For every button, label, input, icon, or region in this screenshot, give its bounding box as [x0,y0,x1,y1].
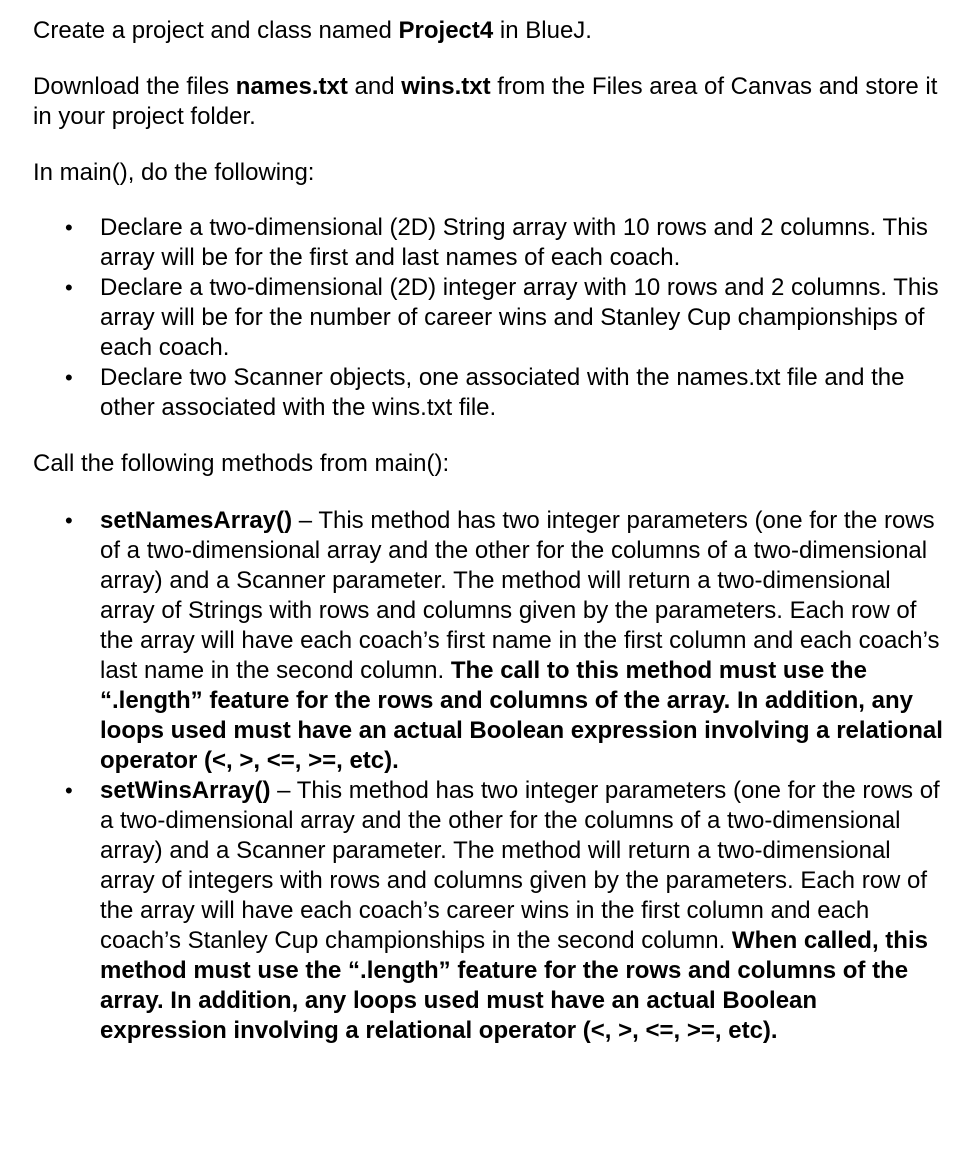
intro-text-pre: Create a project and class named [33,17,399,44]
main-steps-list [33,213,943,423]
download-paragraph [33,72,943,132]
download-text-pre: Download the files [33,73,236,100]
list-item [33,363,943,423]
bullet-icon: • [65,365,73,390]
step-text: Declare a two-dimensional (2D) String array with 10 rows and 2 columns. This array will be for the first and last names of each coach. [100,214,928,271]
intro-paragraph [33,16,943,46]
names-file: names.txt [235,73,348,100]
bullet-icon: • [65,778,73,803]
bullet-icon: • [65,508,73,533]
bullet-icon: • [65,215,73,240]
method-requirement: When called, this method must use the “.length” feature for the rows and columns of the array. In addition, any loops used must have an actual Boolean expression involving a relational operator (<, >, <=, >=, etc). [100,927,928,1044]
method-description: – This method has two integer parameters (one for the rows of a two-dimensional array and the other for the columns of a two-dimensional array) and a Scanner parameter. The method will return a two-dimensional array of integers with rows and columns given by the parameters. Each row of the array will have each coach’s career wins in the first column and each coach’s Stanley Cup championships in the second column. [100,777,940,954]
method-name: setNamesArray() [100,507,293,534]
main-instructions-heading: In main(), do the following: [33,159,315,186]
methods-list [33,506,943,1046]
download-text-post: from the Files area of Canvas and store it in your project folder. [33,73,938,130]
method-description: – This method has two integer parameters (one for the rows of a two-dimensional array and the other for the columns of a two-dimensional array) and a Scanner parameter. The method will return a two-dimensional array of Strings with rows and columns given by the parameters. Each row of the array will have each coach’s first name in the first column and each coach’s last name in the second column. [100,507,940,684]
list-item [33,506,943,776]
step-text: Declare two Scanner objects, one associated with the names.txt file and the other associated with the wins.txt file. [100,364,905,421]
step-text: Declare a two-dimensional (2D) integer array with 10 rows and 2 columns. This array will be for the number of career wins and Stanley Cup championships of each coach. [100,274,939,361]
methods-heading: Call the following methods from main(): [33,450,450,477]
intro-text-post: in BlueJ. [493,17,592,44]
list-item [33,776,943,1046]
list-item [33,273,943,363]
method-requirement: The call to this method must use the “.length” feature for the rows and columns of the array. In addition, any loops used must have an actual Boolean expression involving a relational operator (<, >, <=, >=, etc). [100,657,943,774]
project-name: Project4 [398,17,494,44]
method-name: setWinsArray() [100,777,271,804]
download-text-mid: and [347,73,402,100]
bullet-icon: • [65,275,73,300]
list-item [33,213,943,273]
wins-file: wins.txt [401,73,491,100]
